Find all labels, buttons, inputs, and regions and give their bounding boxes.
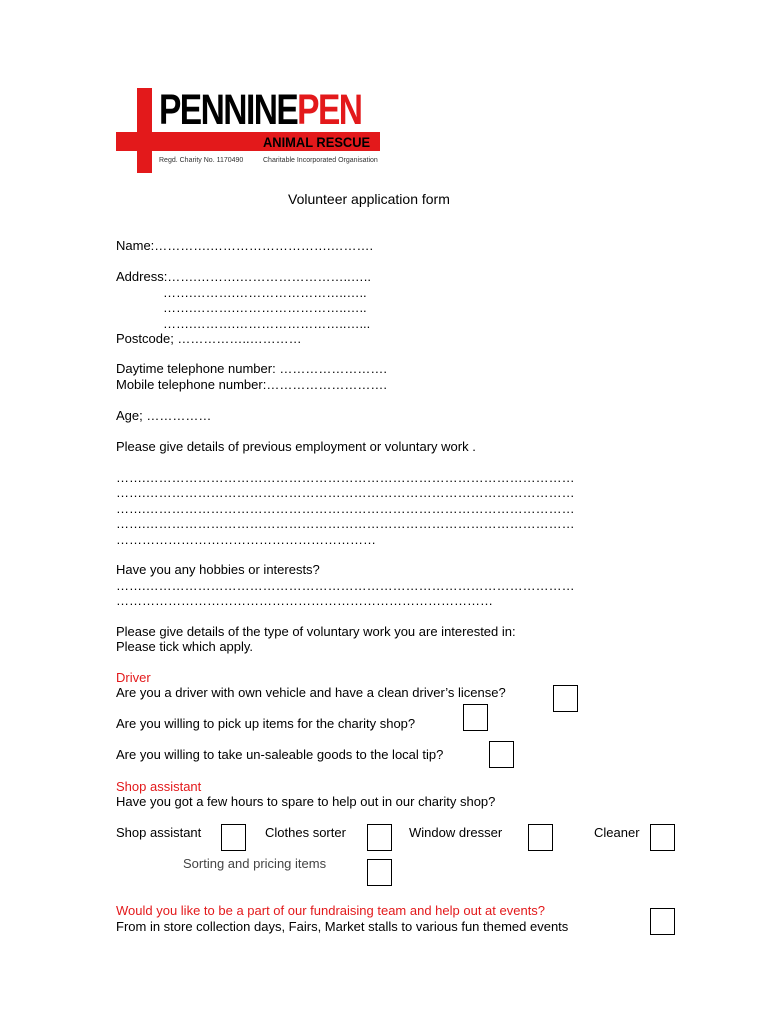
logo-subtitle: ANIMAL RESCUE — [263, 134, 371, 150]
fundraising-question: Would you like to be a part of our fundraising team and help out at events? — [116, 903, 546, 918]
logo-title-red: PEN — [297, 86, 362, 134]
previous-work-line-4[interactable]: …….……………………………………………………………………………………… — [116, 516, 575, 531]
driver-question-tip: Are you willing to take un-saleable goods to the local tip? — [116, 747, 444, 762]
address-field-2[interactable]: …….……….……………………..….. — [163, 285, 367, 300]
logo-org-type: Charitable Incorporated Organisation — [263, 157, 378, 164]
fundraising-checkbox[interactable] — [650, 908, 675, 935]
previous-work-line-1[interactable]: …….……………………………………………………………………………………… — [116, 470, 575, 485]
logo-cross-vertical — [137, 88, 152, 173]
option-sorting-checkbox[interactable] — [367, 859, 392, 886]
hobbies-line-2[interactable]: …………………………………………………………………………… — [116, 593, 493, 608]
previous-work-line-2[interactable]: …….……………………………………………………………………………………… — [116, 485, 575, 500]
mobile-phone-field[interactable]: Mobile telephone number:………………………. — [116, 377, 387, 392]
option-cleaner-label: Cleaner — [594, 825, 640, 840]
option-clothes-sorter-label: Clothes sorter — [265, 825, 346, 840]
shop-heading: Shop assistant — [116, 779, 202, 794]
option-window-dresser-checkbox[interactable] — [528, 824, 553, 851]
driver-vehicle-checkbox[interactable] — [553, 685, 578, 712]
interest-prompt: Please give details of the type of voluntary work you are interested in: — [116, 624, 516, 639]
option-clothes-sorter-checkbox[interactable] — [367, 824, 392, 851]
address-field-1[interactable]: Address:…….……….……………………..….. — [116, 269, 371, 284]
option-window-dresser-label: Window dresser — [409, 825, 503, 840]
fundraising-detail: From in store collection days, Fairs, Market stalls to various fun themed events — [116, 919, 569, 934]
driver-question-vehicle: Are you a driver with own vehicle and have a clean driver’s license? — [116, 685, 506, 700]
option-shop-assistant-label: Shop assistant — [116, 825, 202, 840]
option-sorting-label: Sorting and pricing items — [183, 856, 327, 871]
previous-work-prompt: Please give details of previous employment or voluntary work . — [116, 439, 476, 454]
previous-work-line-3[interactable]: …….……………………………………………………………………………………… — [116, 501, 575, 516]
age-field[interactable]: Age; …………… — [116, 408, 212, 423]
driver-tip-checkbox[interactable] — [489, 741, 514, 768]
shop-question: Have you got a few hours to spare to help out in our charity shop? — [116, 794, 496, 809]
postcode-field[interactable]: Postcode; ……………..………… — [116, 331, 302, 346]
name-field[interactable]: Name:………….……………………….………. — [116, 238, 374, 253]
option-cleaner-checkbox[interactable] — [650, 824, 675, 851]
logo-charity-number: Regd. Charity No. 1170490 — [159, 157, 244, 164]
logo-title-black: PENNINE — [159, 86, 298, 134]
daytime-phone-field[interactable]: Daytime telephone number: ……………………. — [116, 361, 387, 376]
option-shop-assistant-checkbox[interactable] — [221, 824, 246, 851]
previous-work-line-5[interactable]: …………………………………………………… — [116, 532, 376, 547]
driver-question-pickup: Are you willing to pick up items for the charity shop? — [116, 716, 416, 731]
hobbies-line-1[interactable]: …….……………………………………………………………………………………… — [116, 578, 575, 593]
logo-title — [159, 87, 361, 133]
driver-heading: Driver — [116, 670, 151, 685]
driver-pickup-checkbox[interactable] — [463, 704, 488, 731]
address-field-4[interactable]: …….……….……………………..…... — [163, 316, 371, 331]
hobbies-prompt: Have you any hobbies or interests? — [116, 562, 320, 577]
form-title: Volunteer application form — [288, 191, 450, 207]
address-field-3[interactable]: …….……….……………………..….. — [163, 300, 367, 315]
tick-prompt: Please tick which apply. — [116, 639, 254, 654]
